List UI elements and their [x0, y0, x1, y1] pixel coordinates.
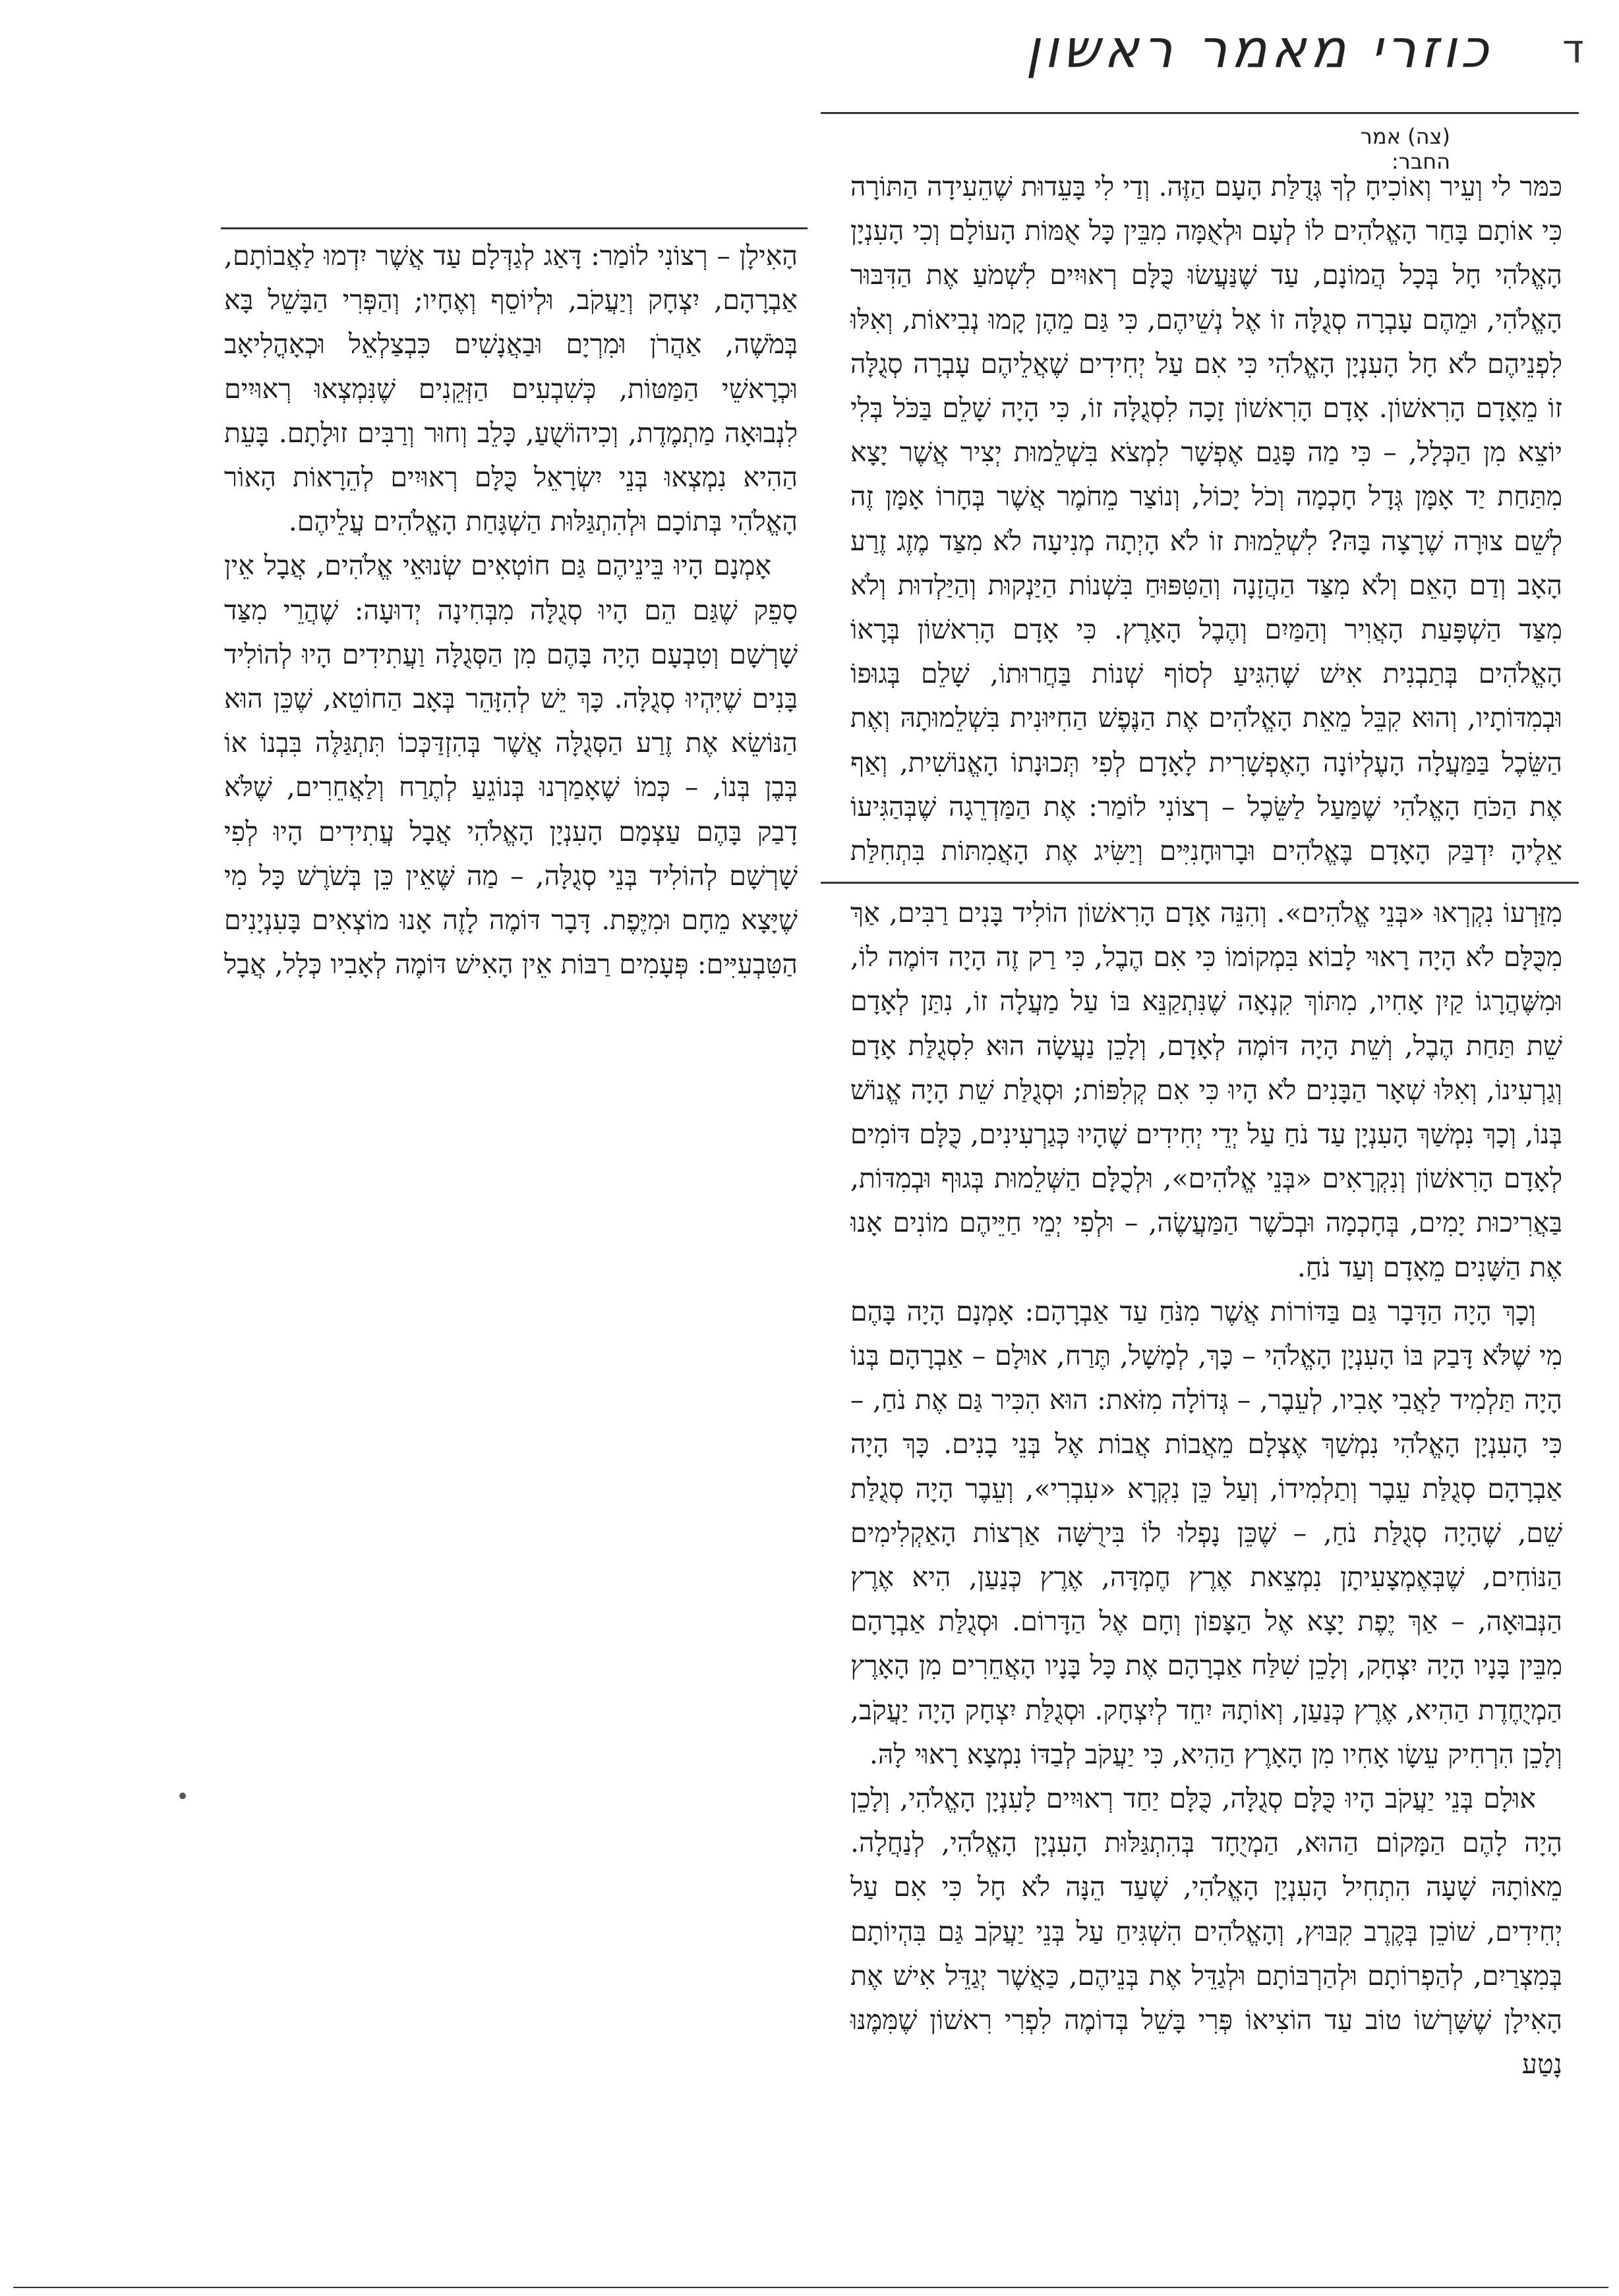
top-rule-left: [221, 227, 808, 229]
top-rule-right: [821, 112, 1579, 114]
paragraph: אָמְנָם הָיוּ בֵּינֵיהֶם גַּם חוֹטְאִים שְׂנוּאֵי אֱלֹהִים, אֲבָל אֵין סָפֵק שֶׁגַּם הֵם הָיוּ סְגֻלָּה מִבְּחִינָה יְדוּעָה: שֶׁהֲרֵי מִצַּד שָׁרְשָׁם וְטִבְעָם הָיָה בָּהֶם מִן הַסְּגֻלָּה וַעֲתִידִים הָיוּ לְהוֹלִיד בָּנִים שֶׁיִּהְיוּ סְגֻלָּה. כָּךְ יֵשׁ לְהִזָּהֵר בְּאָב הַחוֹטֵא, שֶׁכֵּן הוּא הַנּוֹשֵׂא אֶת זֶרַע הַסְּגֻלָּה אֲשֶׁר בְּהִזְדַּכְּכוֹ תִּתְגַּלֶּה בִּבְנוֹ אוֹ בְּבֶן בְּנוֹ, – כְּמוֹ שֶׁאָמַרְנוּ בְּנוֹגֵעַ לְתֶרַח וְלַאֲחֵרִים, שֶׁלֹּא דָבַק בָּהֶם עַצְמָם הָעִנְיָן הָאֱלֹהִי אֲבָל עֲתִידִים הָיוּ לְפִי שָׁרְשָׁם לְהוֹלִיד בְּנֵי סְגֻלָּה, – מַה שֶּׁאֵין כֵּן בְּשֹׁרֶשׁ כָּל מִי שֶׁיָּצָא מֵחָם וּמִיֶּפֶת. דָּבָר דּוֹמֶה לָזֶה אָנוּ מוֹצְאִים בָּעִנְיָנִים הַטִּבְעִיִּים: פְּעָמִים רַבּוֹת אֵין הָאִישׁ דּוֹמֶה לְאָבִיו כְּלָל, אֲבָל: [224, 550, 798, 981]
right-column-bottom: [850, 891, 1562, 2258]
paragraph: וְכָךְ הָיָה הַדָּבָר גַּם בַּדּוֹרוֹת אֲשֶׁר מִנֹּחַ עַד אַבְרָהָם: אָמְנָם הָיָה בָּהֶם מִי שֶׁלֹּא דָּבַק בּוֹ הָעִנְיָן הָאֱלֹהִי – כָּךְ, לְמָשָׁל, תֶּרַח, אוּלָם – אַבְרָהָם בְּנוֹ הָיָה תַּלְמִיד לַאֲבִי אָבִיו, לְעֵבֶר, – גְּדוֹלָה מִזֹּאת: הוּא הִכִּיר גַּם אֶת נֹחַ, – כִּי הָעִנְיָן הָאֱלֹהִי נִמְשַׁךְ אֶצְלָם מֵאֲבוֹת אֲבוֹת אֶל בְּנֵי בָנִים. כָּךְ הָיָה אַבְרָהָם סְגֻלַּת עֵבֶר וְתַלְמִידוֹ, וְעַל כֵּן נִקְרָא «עִבְרִי», וְעֵבֶר הָיָה סְגֻלַּת שֵׁם, שֶׁהָיָה סְגֻלַּת נֹחַ, – שֶׁכֵּן נָפְלוּ לוֹ בִּירֻשָּׁה אַרְצוֹת הָאַקְלִימִים הַנּוֹחִים, שֶׁבְּאֶמְצָעִיתָן נִמְצֵאת אֶרֶץ חֶמְדָּה, אֶרֶץ כְּנַעַן, הִיא אֶרֶץ הַנְּבוּאָה, – אַךְ יֶפֶת יָצָא אֶל הַצָּפוֹן וְחָם אֶל הַדָּרוֹם. וּסְגֻלַּת אַבְרָהָם מִבֵּין בָּנָיו הָיָה יִצְחָק, וְלָכֵן שִׁלַּח אַבְרָהָם אֶת כָּל בָּנָיו הָאֲחֵרִים מִן הָאָרֶץ הַמְיֻחֶדֶת הַהִיא, אֶרֶץ כְּנַעַן, וְאוֹתָהּ יִחֵד לְיִצְחָק. וּסְגֻלַּת יִצְחָק הָיָה יַעֲקֹב, וְלָכֵן הִרְחִיק עֵשָׂו אָחִיו מִן הָאָרֶץ הַהִיא, כִּי יַעֲקֹב לְבַדּוֹ נִמְצָא רָאוּי לָהּ.: [850, 1295, 1562, 1770]
paragraph: כּמּר לי וְעֵיר וְאוֹכִיחָ לְךָ גְּדֻלַּת הָעָם הַזֶּה. וְדַי לִי בָּעֵדוּת שֶׁהֵעִידָה הַתּוֹרָה כִּי אוֹתָם בָּחַר הָאֱלֹהִים לוֹ לְעָם וּלְאֻמָּה מִבֵּין כָּל אֻמּוֹת הָעוֹלָם וְכִי הָעִנְיָן הָאֱלֹהִי חָל בְּכָל הֲמוֹנָם, עַד שֶׁנַּעֲשׂוּ כֻּלָּם רְאוּיִים לִשְׁמֹעַ אֶת הַדִּבּוּר הָאֱלֹהִי, וּמֵהֶם עָבְרָה סְגֻלָּה זוֹ אֶל נְשֵׁיהֶם, כִּי גַּם מֵהֶן קָמוּ נְבִיאוֹת, וְאִלּוּ לִפְנֵיהֶם לֹא חָל הָעִנְיָן הָאֱלֹהִי כִּי אִם עַל יְחִידִים שֶׁאֲלֵיהֶם עָבְרָה סְגֻלָּה זוֹ מֵאָדָם הָרִאשׁוֹן. אָדָם הָרִאשׁוֹן זָכָה לִסְגֻלָּה זוֹ, כִּי הָיָה שָׁלֵם בַּכֹּל בְּלִי יוֹצֵא מִן הַכְּלָל, – כִּי מַה פָּגַם אֶפְשָׁר לִמְצֹא בִּשְׁלֵמוּת יְצִיר אֲשֶׁר יָצָא מִתַּחַת יַד אָמָּן גְּדָל חָכְמָה וְכֹל יָכוֹל, וְנוֹצַר מֵחֹמֶר אֲשֶׁר בְּחָרוֹ אָמָּן זֶה לְשֵׁם צוּרָה שֶׁרָצָה בָּהּ? לִשְׁלֵמוּת זוֹ לֹא הָיְתָה מְנִיעָה לֹא מִצַּד מֶזֶג זֶרַע הָאָב וְדַם הָאֵם וְלֹא מִצַּד הַהֲזָנָה וְהַטִּפּוּחַ בִּשְׁנוֹת הַיַּנְקוּת וְהַיַּלְדוּת וְלֹא מִצַּד הַשְׁפָּעַת הָאֲוִיר וְהַמַּיִם וְהֶבֶל הָאָרֶץ. כִּי אָדָם הָרִאשׁוֹן בְּרָאוֹ הָאֱלֹהִים בְּתַבְנִית אִישׁ שֶׁהִגִּיעַ לְסוֹף שְׁנוֹת בַּחֲרוּתוֹ, שָׁלֵם בְּגוּפוֹ וּבְמִדּוֹתָיו, וְהוּא קִבֵּל מֵאֵת הָאֱלֹהִים אֶת הַנֶּפֶשׁ הַחִיּוּנִית בִּשְׁלֵמוּתָהּ וְאֶת הַשֵּׂכֶל בַּמַּעֲלָה הָעֶלְיוֹנָה הָאֶפְשָׁרִית לָאָדָם לְפִי תְּכוּנָתוֹ הָאֱנוֹשִׁית, וְאַף אֶת הַכֹּחַ הָאֱלֹהִי שֶׁמַּעַל לַשֵּׂכֶל – רְצוֹנִי לוֹמַר: אֶת הַמַּדְרֵגָה שֶׁבְּהַגִּיעוֹ אֵלֶיהָ יִדְבַּק הָאָדָם בֶּאֱלֹהִים וּבָרוּחָנִיִּים וְיַשִּׂיג אֶת הָאֲמִתּוֹת בִּתְחִלַּת: [850, 171, 1562, 867]
bottom-rule: [13, 2287, 1608, 2288]
scan-speck: [179, 1793, 186, 1799]
middle-rule-right: [821, 882, 1579, 884]
left-column: [224, 234, 798, 985]
handwritten-title: כוזרי מאמר ראשון: [1026, 18, 1492, 80]
section-label: (צה) אמר החבר:: [1360, 124, 1450, 174]
right-column-top: [850, 165, 1562, 873]
paragraph: אוּלָם בְּנֵי יַעֲקֹב הָיוּ כֻּלָּם סְגֻלָּה, כֻּלָּם יַחַד רְאוּיִים לָעִנְיָן הָאֱלֹהִי, וְלָכֵן הָיָה לָהֶם הַמָּקוֹם הַהוּא, הַמְיֻחָד בְּהִתְגַּלּוּת הָעִנְיָן הָאֱלֹהִי, לְנַחֲלָה. מֵאוֹתָהּ שָׁעָה הִתְחִיל הָעִנְיָן הָאֱלֹהִי, שֶׁעַד הֵנָּה לֹא חָל כִּי אִם עַל יְחִידִים, שׁוֹכֵן בְּקֶרֶב קִבּוּץ, וְהָאֱלֹהִים הִשְׁגִּיחַ עַל בְּנֵי יַעֲקֹב גַּם בִּהְיוֹתָם בְּמִצְרַיִם, לְהַפְרוֹתָם וּלְהַרְבּוֹתָם וּלְגַדֵּל אֶת בְּנֵיהֶם, כַּאֲשֶׁר יְגַדֵּל אִישׁ אֶת הָאִילָן שֶׁשָּׁרְשׁוֹ טוֹב עַד הוֹצִיאוֹ פְּרִי בָּשֵׁל בְּדוֹמֶה לִפְרִי רִאשׁוֹן שֶׁמִּמֶּנּוּ נָטַע: [850, 1783, 1562, 2081]
paragraph: מִזַּרְעוֹ נִקְרְאוּ «בְּנֵי אֱלֹהִים». וְהִנֵּה אָדָם הָרִאשׁוֹן הוֹלִיד בָּנִים רַבִּים, אַךְ מִכֻּלָּם לֹא הָיָה רָאוּי לָבוֹא בִּמְקוֹמוֹ כִּי אִם הֶבֶל, כִּי רַק זֶה הָיָה דּוֹמֶה לוֹ, וּמִשֶּׁהֲרָגוֹ קַיִן אָחִיו, מִתּוֹךְ קִנְאָה שֶׁנִּתְקַנֵּא בּוֹ עַל מַעֲלָה זוֹ, נִתַּן לְאָדָם שֵׁת תַּחַת הֶבֶל, וְשֵׁת הָיָה דּוֹמֶה לְאָדָם, וְלָכֵן נַעֲשָׂה הוּא לִסְגֻלַּת אָדָם וְגַרְעִינוֹ, וְאִלּוּ שְׁאָר הַבָּנִים לֹא הָיוּ כִּי אִם קְלִפּוֹת; וּסְגֻלַּת שֵׁת הָיָה אֱנוֹשׁ בְּנוֹ, וְכָךְ נִמְשַׁךְ הָעִנְיָן עַד נֹחַ עַל יְדֵי יְחִידִים שֶׁהָיוּ כְּגַרְעִינִים, כֻּלָּם דּוֹמִים לְאָדָם הָרִאשׁוֹן וְנִקְרָאִים «בְּנֵי אֱלֹהִים», וּלְכֻלָּם הַשְּׁלֵמוּת בְּגוּף וּבְמִדּוֹת, בַּאֲרִיכוּת יָמִים, בְּחָכְמָה וּבְכֹשֶׁר הַמַּעֲשֶׂה, – וּלְפִי יְמֵי חַיֵּיהֶם מוֹנִים אָנוּ אֶת הַשָּׁנִים מֵאָדָם וְעַד נֹחַ.: [850, 897, 1562, 1283]
paragraph: הָאִילָן – רְצוֹנִי לוֹמַר: דָּאַג לְגַדְּלָם עַד אֲשֶׁר יִדְמוּ לַאֲבוֹתָם, אַבְרָהָם, יִצְחָק וְיַעֲקֹב, וּלְיוֹסֵף וְאֶחָיו; וְהַפְּרִי הַבָּשֵׁל בָּא בְּמֹשֶׁה, אַהֲרֹן וּמִרְיָם וּבַאֲנָשִׁים כִּבְצַלְאֵל וּכְאָהֳלִיאָב וּכְרָאשֵׁי הַמַּטּוֹת, כְּשִׁבְעִים הַזְּקֵנִים שֶׁנִּמְצְאוּ רְאוּיִים לִנְבוּאָה מַתְמֶדֶת, וְכִיהוֹשֻׁעַ, כָּלֵב וְחוּר וְרַבִּים זוּלָתָם. בָּעֵת הַהִיא נִמְצְאוּ בְּנֵי יִשְׂרָאֵל כֻּלָּם רְאוּיִים לְהֵרָאוֹת הָאוֹר הָאֱלֹהִי בְּתוֹכָם וּלְהִתְגַּלּוּת הַשְׁגָּחַת הָאֱלֹהִים עֲלֵיהֶם.: [224, 240, 798, 538]
page-mark: ד: [1562, 26, 1584, 72]
